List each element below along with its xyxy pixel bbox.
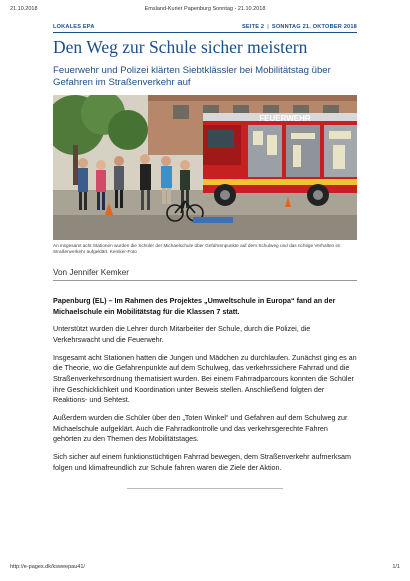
headline: Den Weg zur Schule sicher meistern	[53, 37, 308, 57]
article-meta-bar	[53, 24, 357, 33]
page-label: SEITE 2	[242, 24, 265, 30]
body-paragraph: Sich sicher auf einem funktionstüchtigen Fahrrad bewegen, dem Straßenverkehr aufmerksam folgen und klimafreundlich zur Schule fahren waren die Ziele der Aktion.	[53, 451, 352, 472]
body-paragraph: Unterstützt wurden die Lehrer durch Mitarbeiter der Schule, durch die Polizei, die Verkehrswacht und die Feuerwehr.	[53, 324, 311, 344]
photo-fire-truck-scene	[53, 95, 357, 240]
page-count: 1/1	[392, 564, 400, 570]
fire-truck	[203, 113, 357, 206]
section-label: LOKALES EPA	[53, 24, 95, 30]
truck-lettering: FEUERWEHR	[259, 113, 311, 123]
print-title: Emsland-Kurier Papenburg Sonntag - 21.10.2018	[144, 6, 266, 12]
print-footer	[10, 564, 400, 574]
issue-date-label: SONNTAG 21. OKTOBER 2018	[271, 24, 357, 30]
article-photo	[53, 95, 357, 240]
byline: Von Jennifer Kemker	[53, 268, 357, 281]
print-url: http://e-pages.dk/ksweepau41/	[10, 564, 85, 570]
lead-paragraph: Papenburg (EL) – Im Rahmen des Projektes „Umweltschule in Europa“ fand an der Michaelschule ein Mobilitätstag für die Klassen 7 statt.	[53, 296, 336, 316]
body-paragraph: Außerdem wurden die Schüler über den „Toten Winkel“ und Gefahren auf dem Schulweg zur Michaelschule aufgeklärt. Auch die Fahrradkontrolle und das verkehrsgerechte Fahren gehörten zu den Themen des Mobilitätstages.	[53, 412, 348, 444]
body-paragraph: Insgesamt acht Stationen hatten die Jungen und Mädchen zu durchlaufen. Zunächst ging es an die Theorie, wo die Gefahrenpunkte auf dem Schulweg, das verkehrssichere Fahrrad und die Straßenverkehrsordnung thematisiert wurden. Bei einem Fahrradparcours konnten die Schüler ihre Geschicklichkeit und Koordination unter Beweis stellen. Anschließend folgten der Reaktions- und Sehtest.	[53, 352, 357, 405]
subheadline: Feuerwehr und Polizei klärten Siebtklässler bei Mobilitätstag über Gefahren im Straßenverkehr auf	[53, 65, 331, 88]
page-date-label: SEITE 2 | SONNTAG 21. OKTOBER 2018	[242, 24, 357, 30]
article	[53, 24, 357, 489]
print-header	[10, 6, 400, 16]
photo-caption: An insgesamt acht Stationen wurden die Schüler der Michaelschule über Gefahrenpunkte auf dem Schulweg und das richtige Verhalten im Straßenverkehr aufgeklärt. Kemker-Foto	[53, 242, 341, 255]
end-divider	[127, 488, 283, 489]
print-date: 21.10.2018	[10, 6, 38, 12]
